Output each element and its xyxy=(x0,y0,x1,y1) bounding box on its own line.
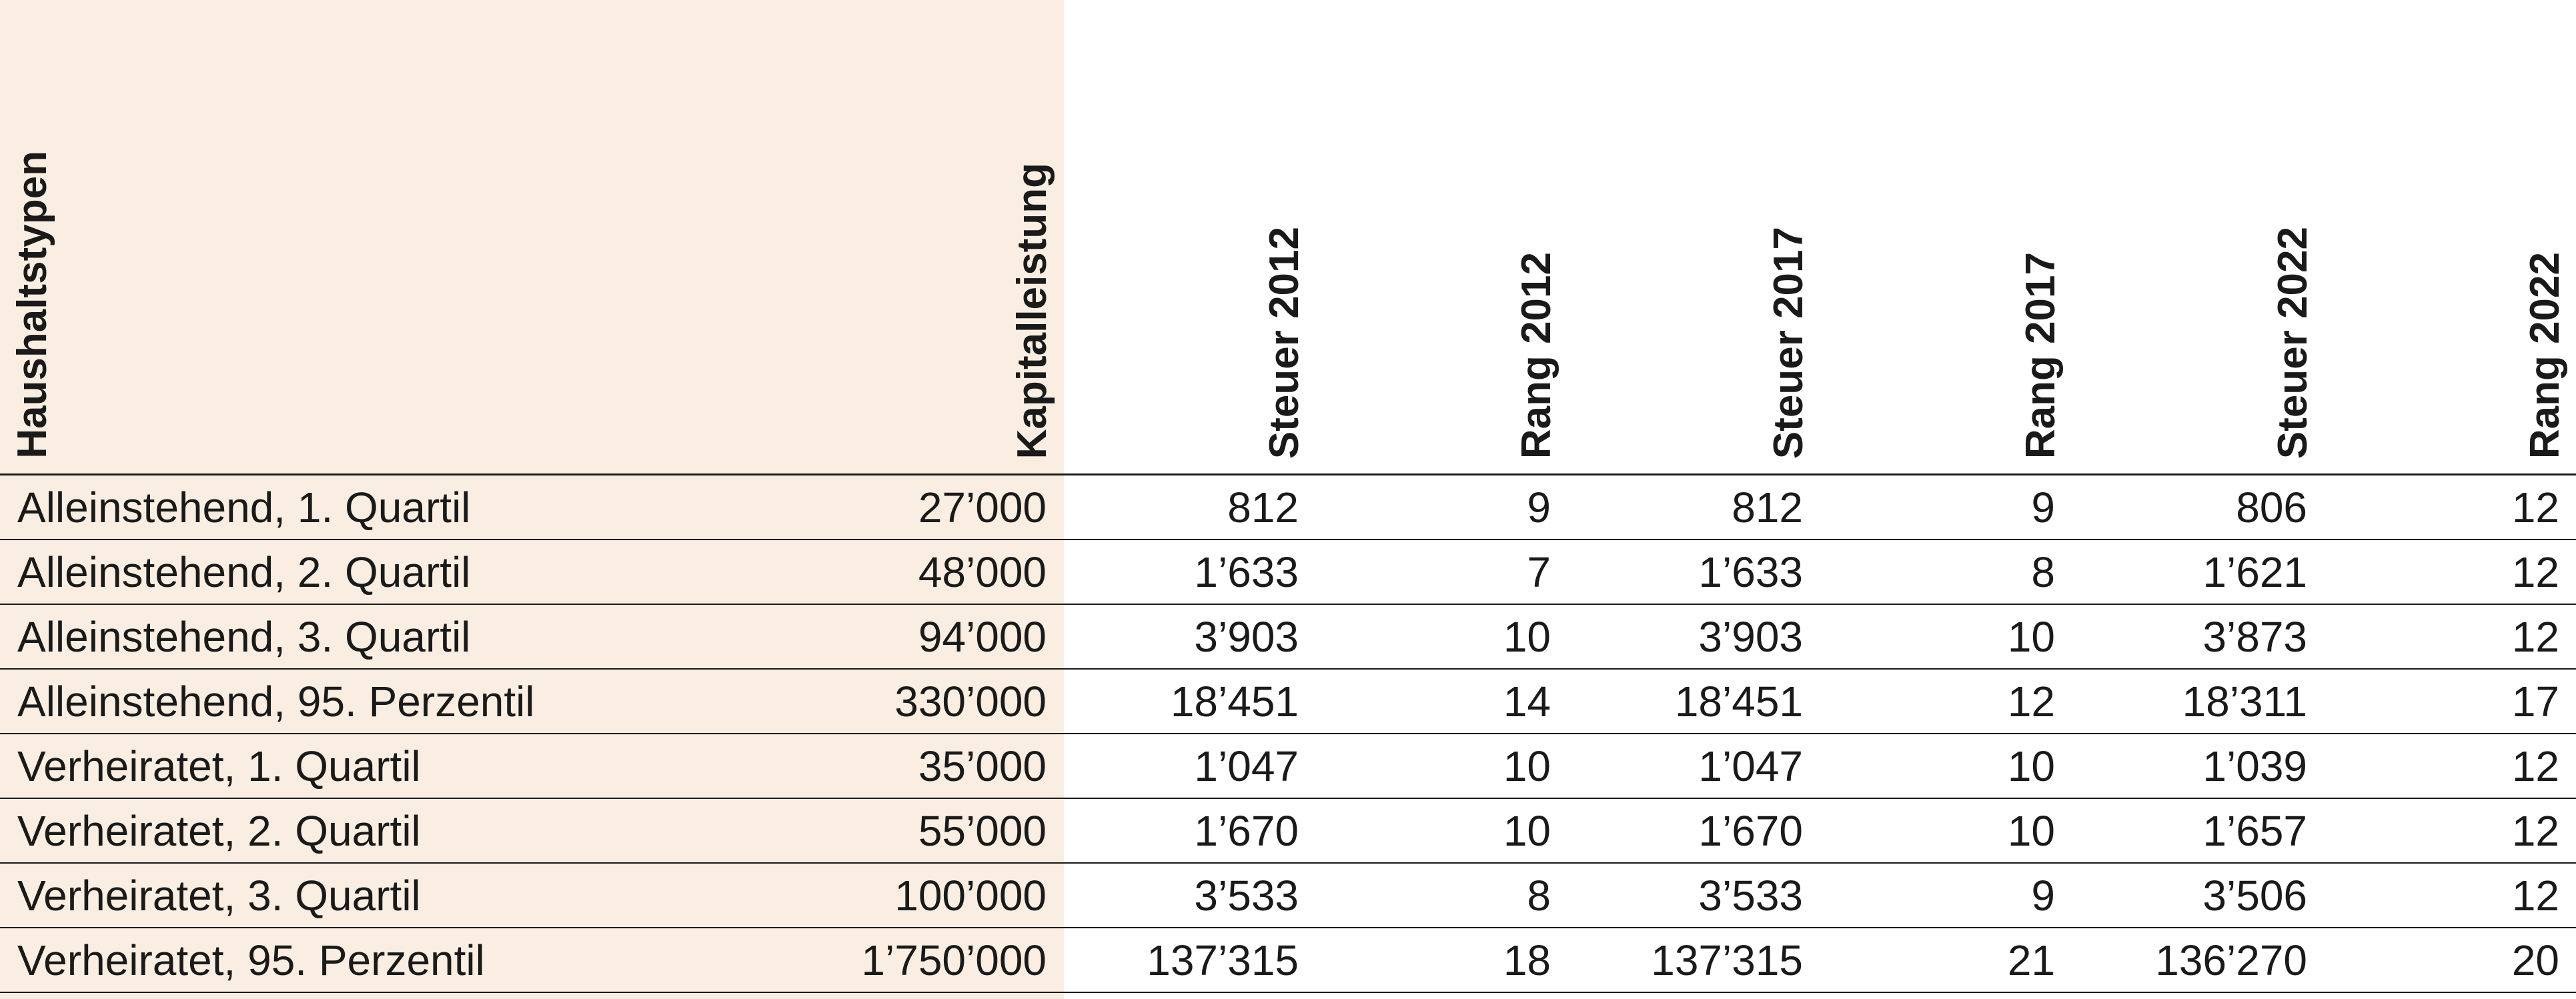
column-header: Steuer 2012 xyxy=(1261,226,1307,459)
value-cell: 3’533 xyxy=(1568,863,1820,928)
header-cell xyxy=(0,0,667,475)
value-cell: 1’621 xyxy=(2072,540,2325,604)
value-cell: 137’315 xyxy=(1568,928,1820,992)
value-cell: 1’047 xyxy=(1568,734,1820,798)
household-type-cell: Verheiratet, 3. Quartil xyxy=(0,863,667,928)
column-header: Rang 2012 xyxy=(1513,251,1559,459)
column-header: Haushaltstypen xyxy=(9,151,55,459)
value-cell: 3’903 xyxy=(1064,604,1316,669)
header-cell xyxy=(667,0,1064,475)
value-cell: 55’000 xyxy=(667,798,1064,863)
value-cell: 1’039 xyxy=(2072,734,2325,798)
household-type-cell: Verheiratet, 2. Quartil xyxy=(0,798,667,863)
value-cell: 18’311 xyxy=(2072,669,2325,734)
value-cell: 3’533 xyxy=(1064,863,1316,928)
value-cell: 35’000 xyxy=(667,734,1064,798)
header-cell xyxy=(2325,0,2576,475)
value-cell: 3’873 xyxy=(2072,604,2325,669)
header-cell xyxy=(1820,0,2072,475)
value-cell: 100’000 xyxy=(667,863,1064,928)
value-cell: 18 xyxy=(1316,928,1568,992)
value-cell: 812 xyxy=(1064,475,1316,540)
value-cell: 17 xyxy=(2325,669,2576,734)
table-row xyxy=(0,798,2576,863)
value-cell: 18’451 xyxy=(1064,669,1316,734)
value-cell: 21 xyxy=(1820,928,2072,992)
column-header: Rang 2017 xyxy=(2018,251,2064,459)
value-cell: 10 xyxy=(1820,734,2072,798)
table-row xyxy=(0,734,2576,798)
value-cell: 10 xyxy=(1316,604,1568,669)
header-row xyxy=(0,0,2576,475)
value-cell: 12 xyxy=(2325,475,2576,540)
value-cell: 1’047 xyxy=(1064,734,1316,798)
value-cell: 12 xyxy=(2325,863,2576,928)
column-header: Steuer 2022 xyxy=(2270,226,2316,459)
header-cell xyxy=(1316,0,1568,475)
value-cell: 8 xyxy=(1316,863,1568,928)
value-cell: 8 xyxy=(1820,540,2072,604)
household-type-cell: Verheiratet, 1. Quartil xyxy=(0,734,667,798)
value-cell: 1’670 xyxy=(1064,798,1316,863)
column-header: Steuer 2017 xyxy=(1766,226,1812,459)
value-cell: 10 xyxy=(1820,604,2072,669)
value-cell: 136’270 xyxy=(2072,928,2325,992)
value-cell: 94’000 xyxy=(667,604,1064,669)
column-header: Rang 2022 xyxy=(2522,251,2568,459)
value-cell: 14 xyxy=(1316,669,1568,734)
value-cell: 812 xyxy=(1568,475,1820,540)
value-cell: 330’000 xyxy=(667,669,1064,734)
value-cell: 3’903 xyxy=(1568,604,1820,669)
value-cell: 10 xyxy=(1820,798,2072,863)
value-cell: 27’000 xyxy=(667,475,1064,540)
table-body xyxy=(0,475,2576,993)
value-cell: 48’000 xyxy=(667,540,1064,604)
header-cell xyxy=(2072,0,2325,475)
table-row xyxy=(0,540,2576,604)
value-cell: 3’506 xyxy=(2072,863,2325,928)
household-type-cell: Verheiratet, 95. Perzentil xyxy=(0,928,667,992)
table-row xyxy=(0,669,2576,734)
value-cell: 9 xyxy=(1820,475,2072,540)
value-cell: 12 xyxy=(2325,540,2576,604)
value-cell: 1’670 xyxy=(1568,798,1820,863)
value-cell: 18’451 xyxy=(1568,669,1820,734)
value-cell: 7 xyxy=(1316,540,1568,604)
household-type-cell: Alleinstehend, 3. Quartil xyxy=(0,604,667,669)
value-cell: 1’633 xyxy=(1568,540,1820,604)
value-cell: 1’633 xyxy=(1064,540,1316,604)
value-cell: 806 xyxy=(2072,475,2325,540)
value-cell: 10 xyxy=(1316,734,1568,798)
value-cell: 1’750’000 xyxy=(667,928,1064,992)
table-row xyxy=(0,475,2576,540)
value-cell: 10 xyxy=(1316,798,1568,863)
value-cell: 12 xyxy=(1820,669,2072,734)
value-cell: 137’315 xyxy=(1064,928,1316,992)
value-cell: 12 xyxy=(2325,734,2576,798)
header-cell xyxy=(1064,0,1316,475)
household-type-cell: Alleinstehend, 2. Quartil xyxy=(0,540,667,604)
value-cell: 9 xyxy=(1316,475,1568,540)
value-cell: 9 xyxy=(1820,863,2072,928)
header-cell xyxy=(1568,0,1820,475)
value-cell: 12 xyxy=(2325,604,2576,669)
value-cell: 20 xyxy=(2325,928,2576,992)
column-header: Kapitalleistung xyxy=(1009,162,1055,459)
value-cell: 1’657 xyxy=(2072,798,2325,863)
household-type-cell: Alleinstehend, 95. Perzentil xyxy=(0,669,667,734)
table-row xyxy=(0,928,2576,992)
table-row xyxy=(0,604,2576,669)
table-row xyxy=(0,863,2576,928)
value-cell: 12 xyxy=(2325,798,2576,863)
household-type-cell: Alleinstehend, 1. Quartil xyxy=(0,475,667,540)
